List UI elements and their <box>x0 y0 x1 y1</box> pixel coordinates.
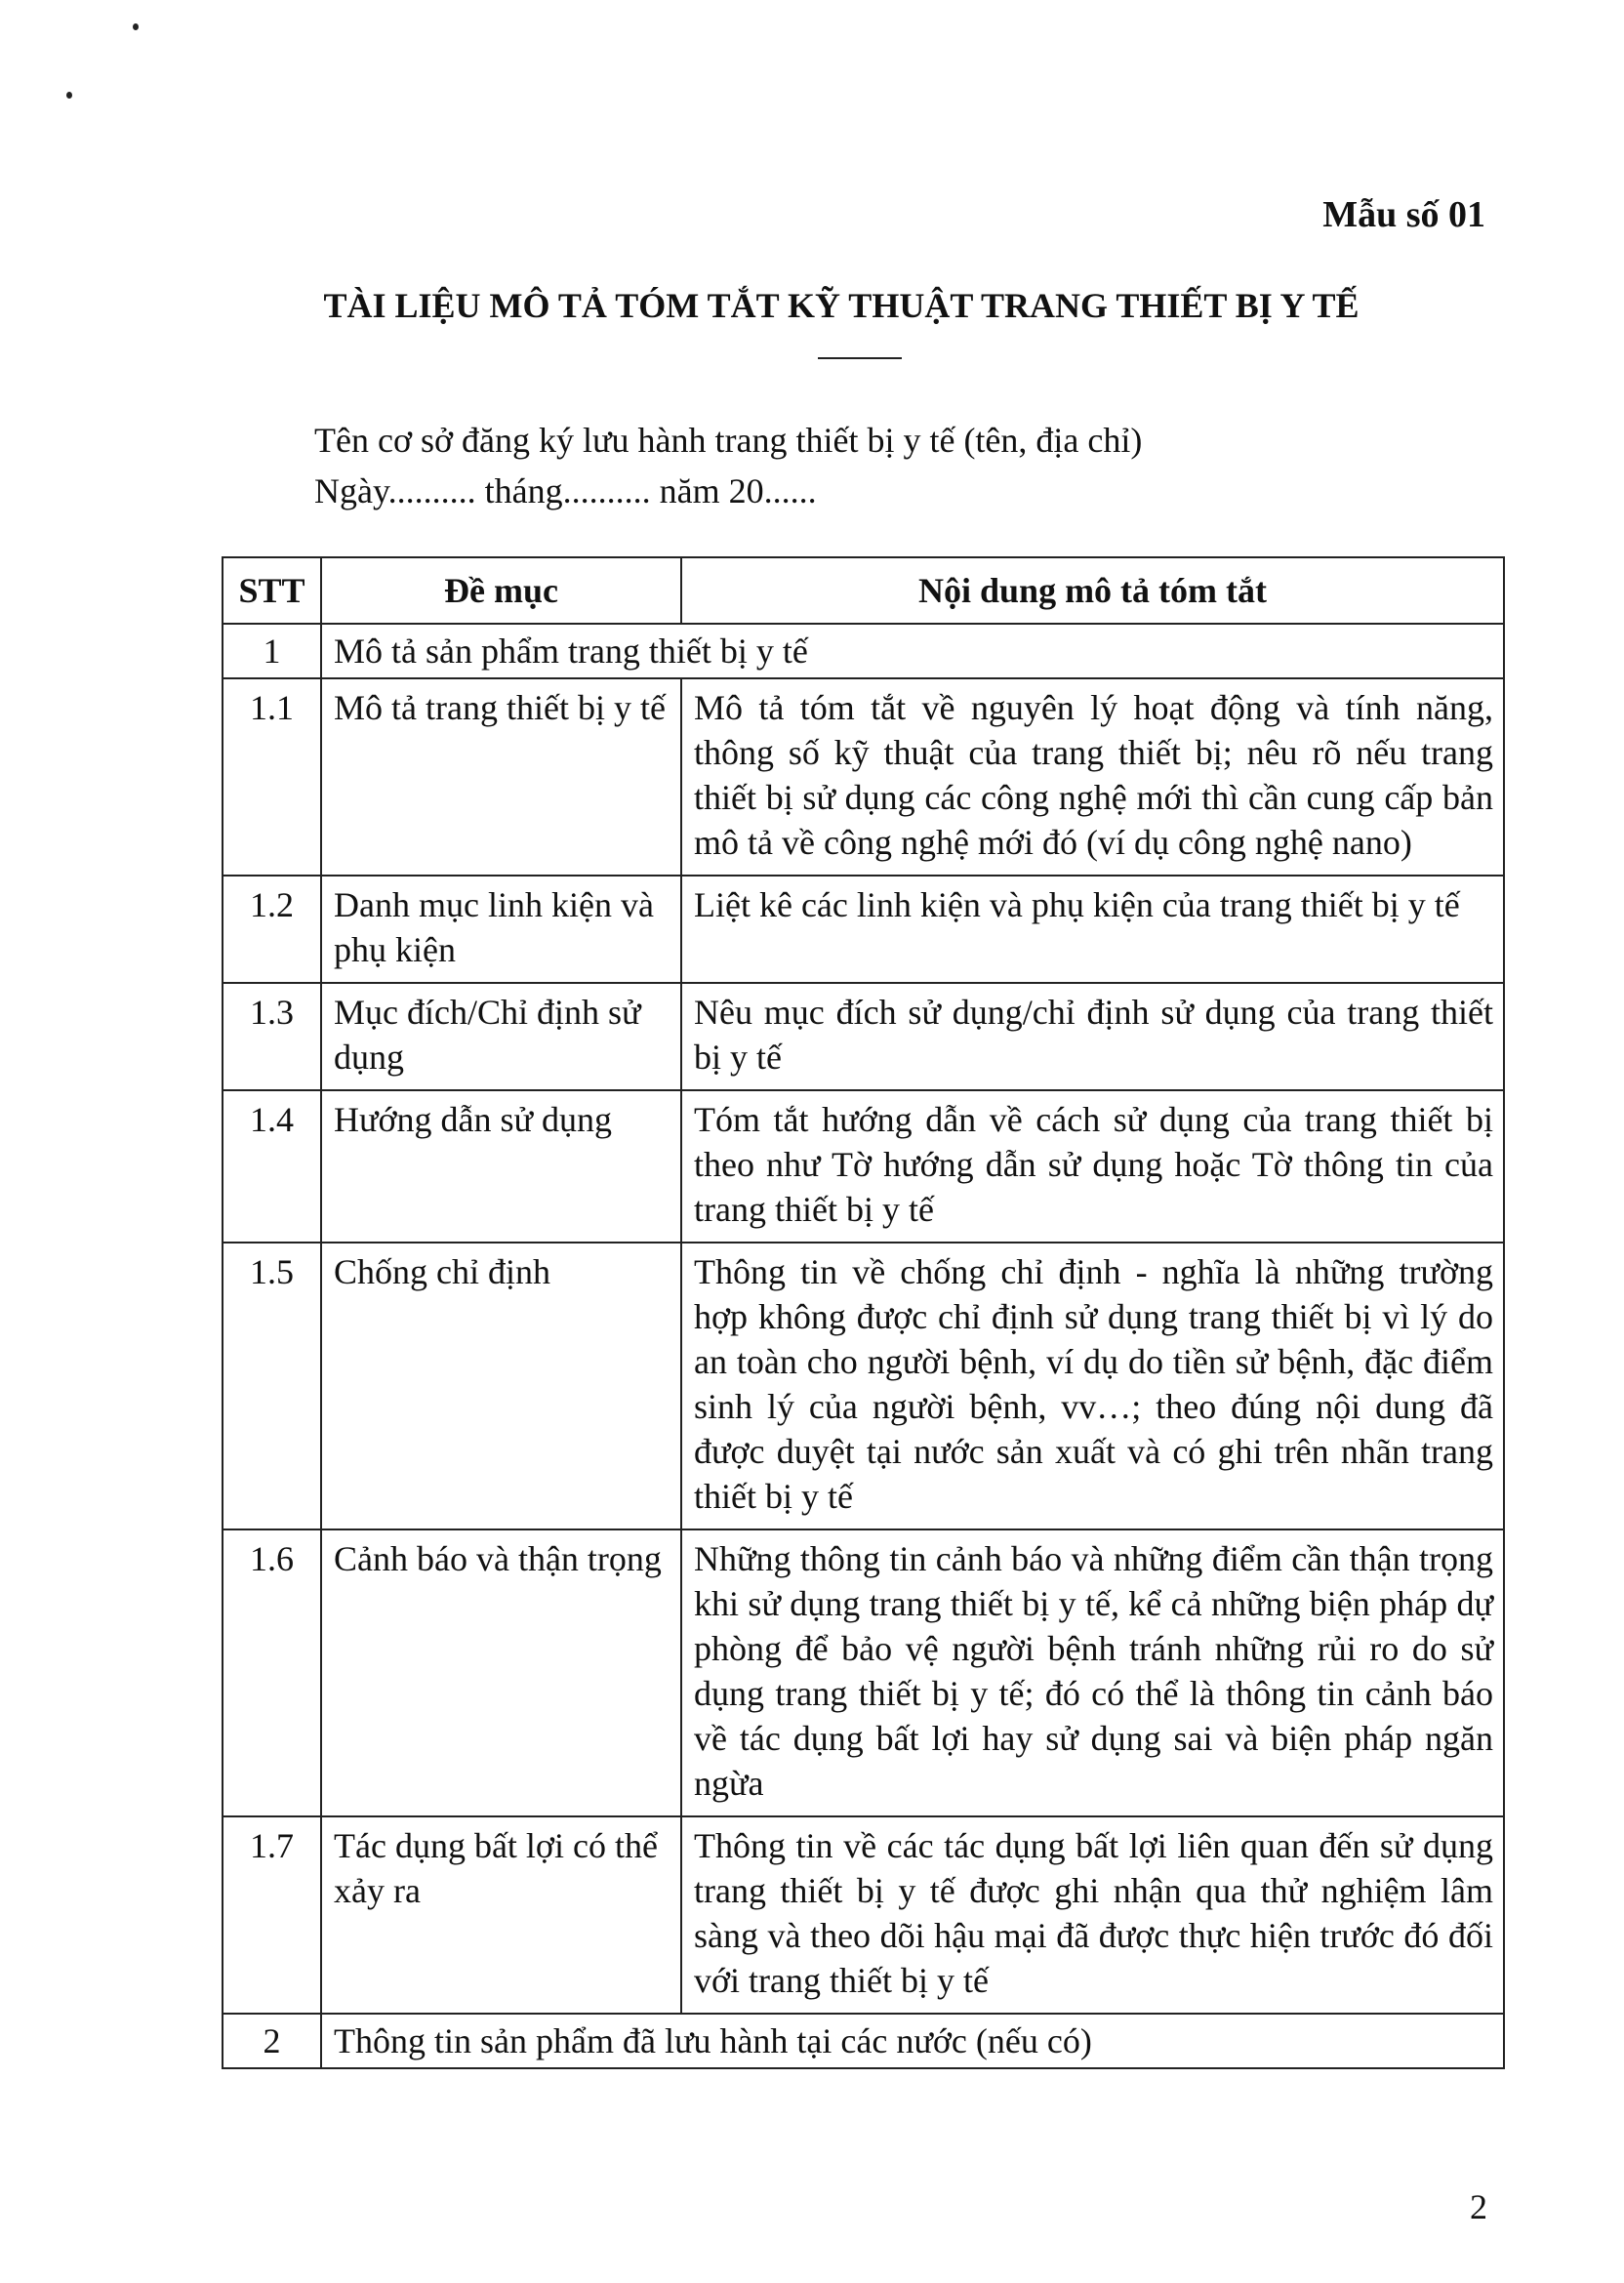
row-content: Mô tả tóm tắt về nguyên lý hoạt động và tính năng, thông số kỹ thuật của trang thiết bị; nêu rõ nếu trang thiết bị sử dụng các công nghệ mới thì cần cung cấp bản mô tả về công nghệ mới đó (ví dụ công nghệ nano) <box>681 678 1504 876</box>
table-row <box>223 1243 1504 1529</box>
table-row <box>223 1529 1504 1816</box>
row-content: Tóm tắt hướng dẫn về cách sử dụng của trang thiết bị theo như Tờ hướng dẫn sử dụng hoặc Tờ thông tin của trang thiết bị y tế <box>681 1090 1504 1243</box>
section-2-label: Thông tin sản phẩm đã lưu hành tại các nước (nếu có) <box>321 2014 1504 2068</box>
table-row <box>223 983 1504 1090</box>
registrant-line: Tên cơ sở đăng ký lưu hành trang thiết bị y tế (tên, địa chỉ) <box>314 421 1143 460</box>
row-item: Danh mục linh kiện và phụ kiện <box>321 876 681 983</box>
row-stt: 1.5 <box>223 1243 321 1529</box>
row-stt: 1.7 <box>223 1816 321 2014</box>
title-underline <box>818 357 902 359</box>
form-number: Mẫu số 01 <box>1322 194 1485 235</box>
row-stt: 1.2 <box>223 876 321 983</box>
row-stt: 1.6 <box>223 1529 321 1816</box>
row-content: Nêu mục đích sử dụng/chỉ định sử dụng của trang thiết bị y tế <box>681 983 1504 1090</box>
section-1-label: Mô tả sản phẩm trang thiết bị y tế <box>321 624 1504 678</box>
section-row-1 <box>223 624 1504 678</box>
row-content: Thông tin về chống chỉ định - nghĩa là những trường hợp không được chỉ định sử dụng trang thiết bị vì lý do an toàn cho người bệnh, ví dụ do tiền sử bệnh, đặc điểm sinh lý của người bệnh, vv…; theo đúng nội dung đã được duyệt tại nước sản xuất và có ghi trên nhãn trang thiết bị y tế <box>681 1243 1504 1529</box>
table-row <box>223 1090 1504 1243</box>
document-title: TÀI LIỆU MÔ TẢ TÓM TẮT KỸ THUẬT TRANG THIẾT BỊ Y TẾ <box>323 286 1360 325</box>
table-row <box>223 876 1504 983</box>
scan-speck-left <box>66 92 72 99</box>
header-content: Nội dung mô tả tóm tắt <box>681 557 1504 624</box>
header-stt: STT <box>223 557 321 624</box>
row-item: Mô tả trang thiết bị y tế <box>321 678 681 876</box>
row-item: Tác dụng bất lợi có thể xảy ra <box>321 1816 681 2014</box>
date-line: Ngày.......... tháng.......... năm 20...... <box>314 471 817 510</box>
technical-summary-table <box>222 556 1505 2069</box>
row-stt: 1.4 <box>223 1090 321 1243</box>
page-number: 2 <box>1470 2187 1487 2226</box>
row-content: Những thông tin cảnh báo và những điểm cần thận trọng khi sử dụng trang thiết bị y tế, kể cả những biện pháp dự phòng để bảo vệ người bệnh tránh những rủi ro do sử dụng trang thiết bị y tế; đó có thể là thông tin cảnh báo về tác dụng bất lợi hay sử dụng sai và biện pháp ngăn ngừa <box>681 1529 1504 1816</box>
scan-speck-top <box>133 23 139 30</box>
row-item: Chống chỉ định <box>321 1243 681 1529</box>
row-item: Cảnh báo và thận trọng <box>321 1529 681 1816</box>
table-header-row <box>223 557 1504 624</box>
row-stt: 1.3 <box>223 983 321 1090</box>
row-content: Liệt kê các linh kiện và phụ kiện của trang thiết bị y tế <box>681 876 1504 983</box>
table-row <box>223 1816 1504 2014</box>
section-row-2 <box>223 2014 1504 2068</box>
row-content: Thông tin về các tác dụng bất lợi liên quan đến sử dụng trang thiết bị y tế được ghi nhận qua thử nghiệm lâm sàng và theo dõi hậu mại đã được thực hiện trước đó đối với trang thiết bị y tế <box>681 1816 1504 2014</box>
section-2-stt: 2 <box>223 2014 321 2068</box>
section-1-stt: 1 <box>223 624 321 678</box>
table-row <box>223 678 1504 876</box>
header-item: Đề mục <box>321 557 681 624</box>
row-item: Hướng dẫn sử dụng <box>321 1090 681 1243</box>
row-item: Mục đích/Chỉ định sử dụng <box>321 983 681 1090</box>
row-stt: 1.1 <box>223 678 321 876</box>
